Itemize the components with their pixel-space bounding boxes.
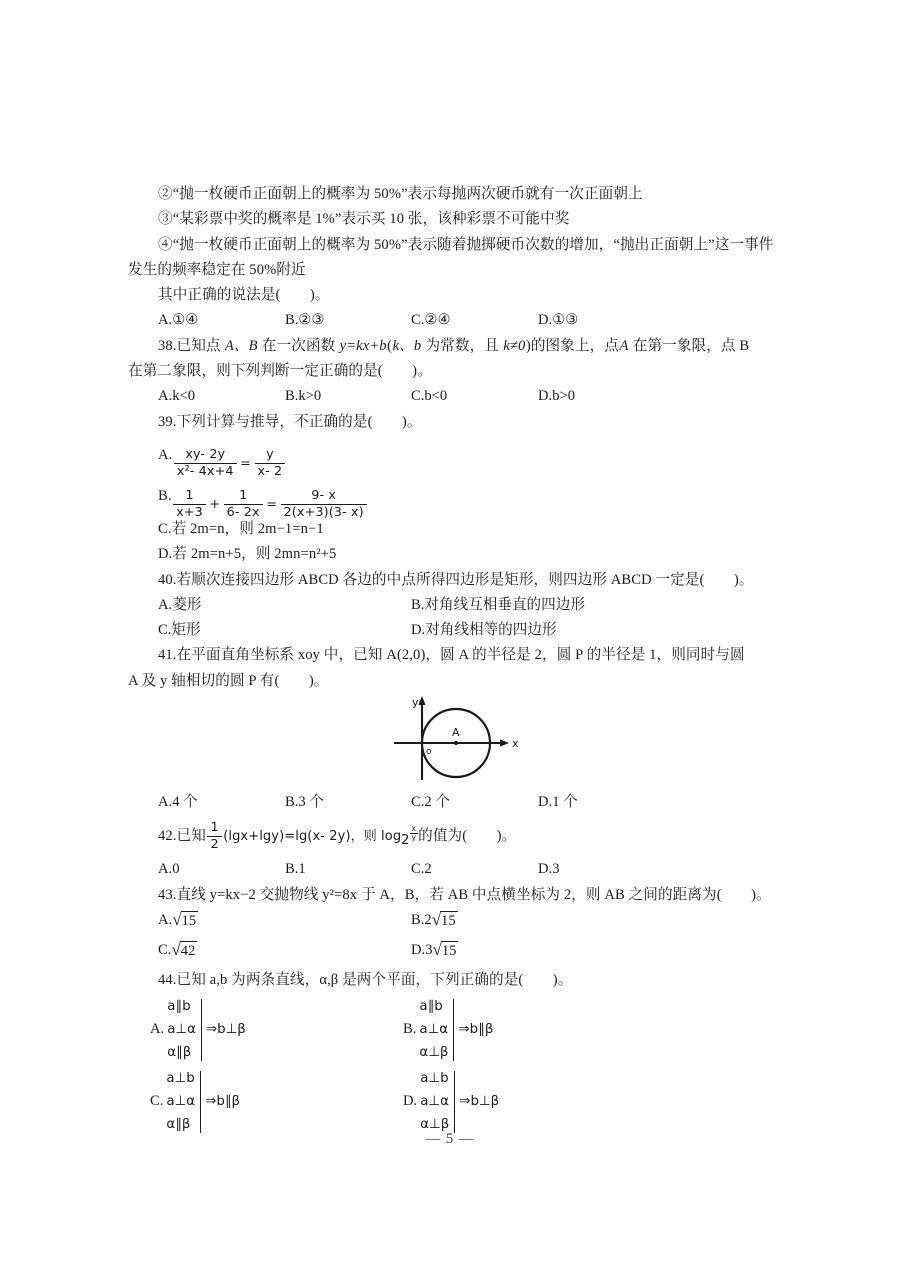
q44-c-cond-3: α∥β <box>166 1117 191 1133</box>
q42-exponent-denominator: y <box>411 833 417 843</box>
q41-option-d[interactable]: D.1 个 <box>538 794 578 811</box>
q41-option-b[interactable]: B.3 个 <box>285 794 324 811</box>
q44-b-conclusion: ⇒b∥β <box>458 1022 494 1038</box>
q38-condition: k≠0 <box>503 337 526 354</box>
q39-a-right-numerator: y <box>266 447 274 463</box>
statement-item-3: ③“某彩票中奖的概率是 1%”表示买 10 张，该种彩票不可能中奖 <box>158 211 570 228</box>
q39-b-f1-denominator: x+3 <box>173 504 206 520</box>
q42-log-base: 2 <box>401 833 410 849</box>
q42-half-fraction <box>207 821 221 852</box>
q44-d-cond-1: a⊥b <box>420 1071 449 1087</box>
q41-figure <box>128 694 783 790</box>
question-41-line-2: A 及 y 轴相切的圆 P 有( )。 <box>128 672 329 689</box>
q42-text-c: 的值为( )。 <box>418 828 517 845</box>
q42-option-b[interactable]: B.1 <box>285 861 306 878</box>
q44-option-b[interactable] <box>403 995 493 1064</box>
q44-a-cond-2: a⊥α <box>167 1022 196 1038</box>
q38-text-a: 已知点 <box>176 337 221 354</box>
q43-options-row-1 <box>128 908 783 938</box>
q44-a-cond-3: α∥β <box>167 1045 192 1061</box>
q43-d-radicand: 15 <box>441 943 457 960</box>
q40-options-row-2 <box>128 618 783 643</box>
question-39-stem <box>128 410 783 435</box>
q44-a-brace <box>201 999 202 1061</box>
q42-exponent-fraction <box>410 825 418 842</box>
q44-b-cond-1: a∥b <box>419 999 443 1015</box>
q39-b-fraction-3 <box>281 489 367 520</box>
q39-option-c[interactable]: C.若 2m=n，则 2m−1=n−1 <box>158 520 324 537</box>
q38-text-e: )的图象上，点 <box>525 337 619 354</box>
q38-function: y=kx+b <box>339 337 387 354</box>
q44-stem-text: 已知 a,b 为两条直线，α,β 是两个平面，下列正确的是( )。 <box>176 971 573 988</box>
q42-option-d[interactable]: D.3 <box>538 861 560 878</box>
q42-number: 42. <box>158 828 177 845</box>
q44-d-brace <box>454 1071 455 1133</box>
q38-text-b: 在一次函数 <box>261 337 336 354</box>
q38-text-d: 为常数，且 <box>425 337 500 354</box>
x-axis-label: x <box>512 737 519 751</box>
q41-line-1-text: 在平面直角坐标系 xoy 中，已知 A(2,0)，圆 A 的半径是 2，圆 P 的半径是 1，则同时与圆 <box>176 647 745 664</box>
q40-option-c[interactable]: C.矩形 <box>158 622 201 639</box>
q42-exponent-numerator: x <box>411 824 417 834</box>
q44-options-row-1 <box>128 993 783 1067</box>
statement-prompt: 其中正确的说法是( )。 <box>158 287 330 304</box>
q44-d-conclusion: ⇒b⊥β <box>459 1094 500 1110</box>
q38-vars-kb: k、b <box>392 337 422 354</box>
q44-c-conclusion: ⇒b∥β <box>205 1094 241 1110</box>
question-40-stem <box>128 568 783 593</box>
q43-b-radicand: 15 <box>441 913 456 930</box>
q43-b-radical <box>432 911 458 929</box>
circle-center-point <box>454 741 458 745</box>
q43-number: 43. <box>158 886 177 903</box>
q44-a-conclusion: ⇒b⊥β <box>205 1022 246 1038</box>
q44-d-cond-2: a⊥α <box>420 1094 449 1110</box>
q44-b-brace <box>453 999 454 1061</box>
q44-b-conditions <box>419 995 453 1064</box>
q44-b-label: B. <box>403 1021 417 1038</box>
q43-c-radicand: 42 <box>180 943 196 960</box>
statements-options <box>128 308 783 333</box>
x-axis-arrow <box>500 739 509 746</box>
q39-b-f3-denominator: 2(x+3)(3- x) <box>281 504 367 520</box>
center-label: A <box>452 726 460 740</box>
q38-option-a[interactable]: A.k<0 <box>158 388 196 405</box>
y-axis-arrow <box>418 696 425 705</box>
q38-text-c: ( <box>387 337 393 354</box>
question-44-stem <box>128 968 783 993</box>
q40-stem-text: 若顺次连接四边形 ABCD 各边的中点所得四边形是矩形，则四边形 ABCD 一定是( )。 <box>176 571 754 588</box>
q41-number: 41. <box>158 647 177 664</box>
q43-b-label: B. <box>411 911 425 928</box>
q38-option-c[interactable]: C.b<0 <box>411 388 448 405</box>
q39-a-fraction-left <box>174 448 237 479</box>
q39-option-a[interactable] <box>128 435 783 479</box>
page-footer: — 5 — <box>425 1131 475 1147</box>
q38-number: 38. <box>158 337 177 354</box>
q38-vars-ab: A、B <box>224 337 258 354</box>
q39-b-f3-numerator: 9- x <box>311 488 337 504</box>
question-38-options <box>128 384 783 409</box>
q43-c-label: C. <box>158 941 172 958</box>
q44-c-cond-2: a⊥α <box>166 1094 196 1110</box>
question-38-line-1 <box>128 334 783 359</box>
q39-option-a-label: A. <box>158 446 173 463</box>
q39-b-f2-numerator: 1 <box>239 488 248 504</box>
question-43-stem <box>128 883 783 908</box>
q43-d-coefficient: 3 <box>425 941 433 958</box>
q42-text-a: 已知 <box>176 828 206 845</box>
q42-text-b: (lgx+lgy)=lg(x- 2y)，则 log <box>223 829 402 845</box>
q39-number: 39. <box>158 413 177 430</box>
q43-a-radical <box>172 911 198 929</box>
q44-c-label: C. <box>150 1093 164 1110</box>
q39-a-equals: = <box>240 456 251 472</box>
q44-a-cond-1: a∥b <box>167 999 191 1015</box>
q39-a-fraction-right <box>255 448 286 479</box>
q40-option-a[interactable]: A.菱形 <box>158 596 202 613</box>
q39-b-plus: + <box>209 497 221 513</box>
q41-option-c[interactable]: C.2 个 <box>411 794 450 811</box>
q38-option-b[interactable]: B.k>0 <box>285 388 322 405</box>
q44-a-label: A. <box>150 1021 165 1038</box>
q44-d-label: D. <box>403 1093 418 1110</box>
q43-d-radical <box>433 941 459 959</box>
question-42-options <box>128 857 783 882</box>
option-c[interactable]: C.②④ <box>411 312 451 329</box>
q44-c-brace <box>200 1071 201 1133</box>
q39-a-left-numerator: xy- 2y <box>185 447 226 463</box>
q43-a-label: A. <box>158 911 173 928</box>
q40-option-b[interactable]: B.对角线互相垂直的四边形 <box>411 596 585 613</box>
radical-sign-icon: √ <box>432 940 442 960</box>
q39-option-b-label: B. <box>158 487 172 504</box>
q40-options-row-1 <box>128 593 783 618</box>
q38-var-a: A <box>619 337 629 354</box>
question-41-options <box>128 790 783 815</box>
origin-label: o <box>426 747 432 758</box>
q44-d-cond-3: α⊥β <box>420 1117 450 1133</box>
q43-option-d[interactable] <box>411 938 458 963</box>
option-d[interactable]: D.①③ <box>538 312 579 329</box>
option-a[interactable]: A.①④ <box>158 312 199 329</box>
q44-b-cond-3: α⊥β <box>419 1045 449 1061</box>
q44-option-c[interactable] <box>150 1067 240 1136</box>
q42-option-c[interactable]: C.2 <box>411 861 432 878</box>
question-42-stem <box>128 815 783 857</box>
q43-c-radical <box>171 941 197 959</box>
question-38-line-2: 在第二象限，则下列判断一定正确的是( )。 <box>128 363 432 380</box>
circle-coordinate-diagram <box>390 692 540 788</box>
q39-stem-text: 下列计算与推导，不正确的是( )。 <box>176 413 422 430</box>
page-content <box>128 182 783 1141</box>
question-41-line-1 <box>128 643 783 668</box>
q39-b-f1-numerator: 1 <box>185 488 194 504</box>
q44-d-conditions <box>420 1067 454 1136</box>
y-axis-label: y <box>412 696 419 710</box>
q42-fraction-denominator: 2 <box>207 836 221 852</box>
q39-a-right-denominator: x- 2 <box>255 463 286 479</box>
q43-option-b[interactable] <box>411 908 458 933</box>
q44-c-cond-1: a⊥b <box>166 1071 195 1087</box>
q39-option-d[interactable]: D.若 2m=n+5，则 2mn=n²+5 <box>158 546 337 563</box>
q39-b-f2-denominator: 6- 2x <box>224 504 263 520</box>
radical-sign-icon: √ <box>171 940 181 960</box>
statement-item-4: ④“抛一枚硬币正面朝上的概率为 50%”表示随着抛掷硬币次数的增加，“抛出正面朝上”这一事件发生的频率稳定在 50%附近 <box>128 236 774 278</box>
q44-c-conditions <box>166 1067 200 1136</box>
q38-option-d[interactable]: D.b>0 <box>538 388 576 405</box>
q44-option-d[interactable] <box>403 1067 499 1136</box>
q42-fraction-numerator: 1 <box>210 820 219 836</box>
q39-b-fraction-2 <box>224 489 263 520</box>
q44-b-cond-2: a⊥α <box>419 1022 449 1038</box>
statement-item-2: ②“抛一枚硬币正面朝上的概率为 50%”表示每抛两次硬币就有一次正面朝上 <box>158 186 643 202</box>
radical-sign-icon: √ <box>172 910 182 930</box>
q39-option-b[interactable] <box>128 475 783 520</box>
q43-stem-text: 直线 y=kx−2 交抛物线 y²=8x 于 A，B，若 AB 中点横坐标为 2，则 AB 之间的距离为( )。 <box>176 886 771 903</box>
q44-number: 44. <box>158 971 177 988</box>
q40-option-d[interactable]: D.对角线相等的四边形 <box>411 622 557 639</box>
q43-options-row-2 <box>128 938 783 968</box>
q43-a-radicand: 15 <box>181 913 197 930</box>
q40-number: 40. <box>158 571 177 588</box>
q39-b-fraction-1 <box>173 489 206 520</box>
q43-d-label: D. <box>411 941 426 958</box>
q39-b-equals: = <box>266 497 278 513</box>
q41-option-a[interactable]: A.4 个 <box>158 794 198 811</box>
q42-option-a[interactable]: A.0 <box>158 861 180 878</box>
q43-option-c[interactable] <box>158 938 197 963</box>
radical-sign-icon: √ <box>431 910 442 930</box>
q38-text-f: 在第一象限，点 B <box>632 337 750 354</box>
q44-option-a[interactable] <box>150 995 246 1064</box>
q43-option-a[interactable] <box>158 908 198 933</box>
option-b[interactable]: B.②③ <box>285 312 325 329</box>
q44-a-conditions <box>167 995 201 1064</box>
q39-a-left-denominator: x²- 4x+4 <box>174 463 237 479</box>
q43-b-coefficient: 2 <box>424 911 432 928</box>
